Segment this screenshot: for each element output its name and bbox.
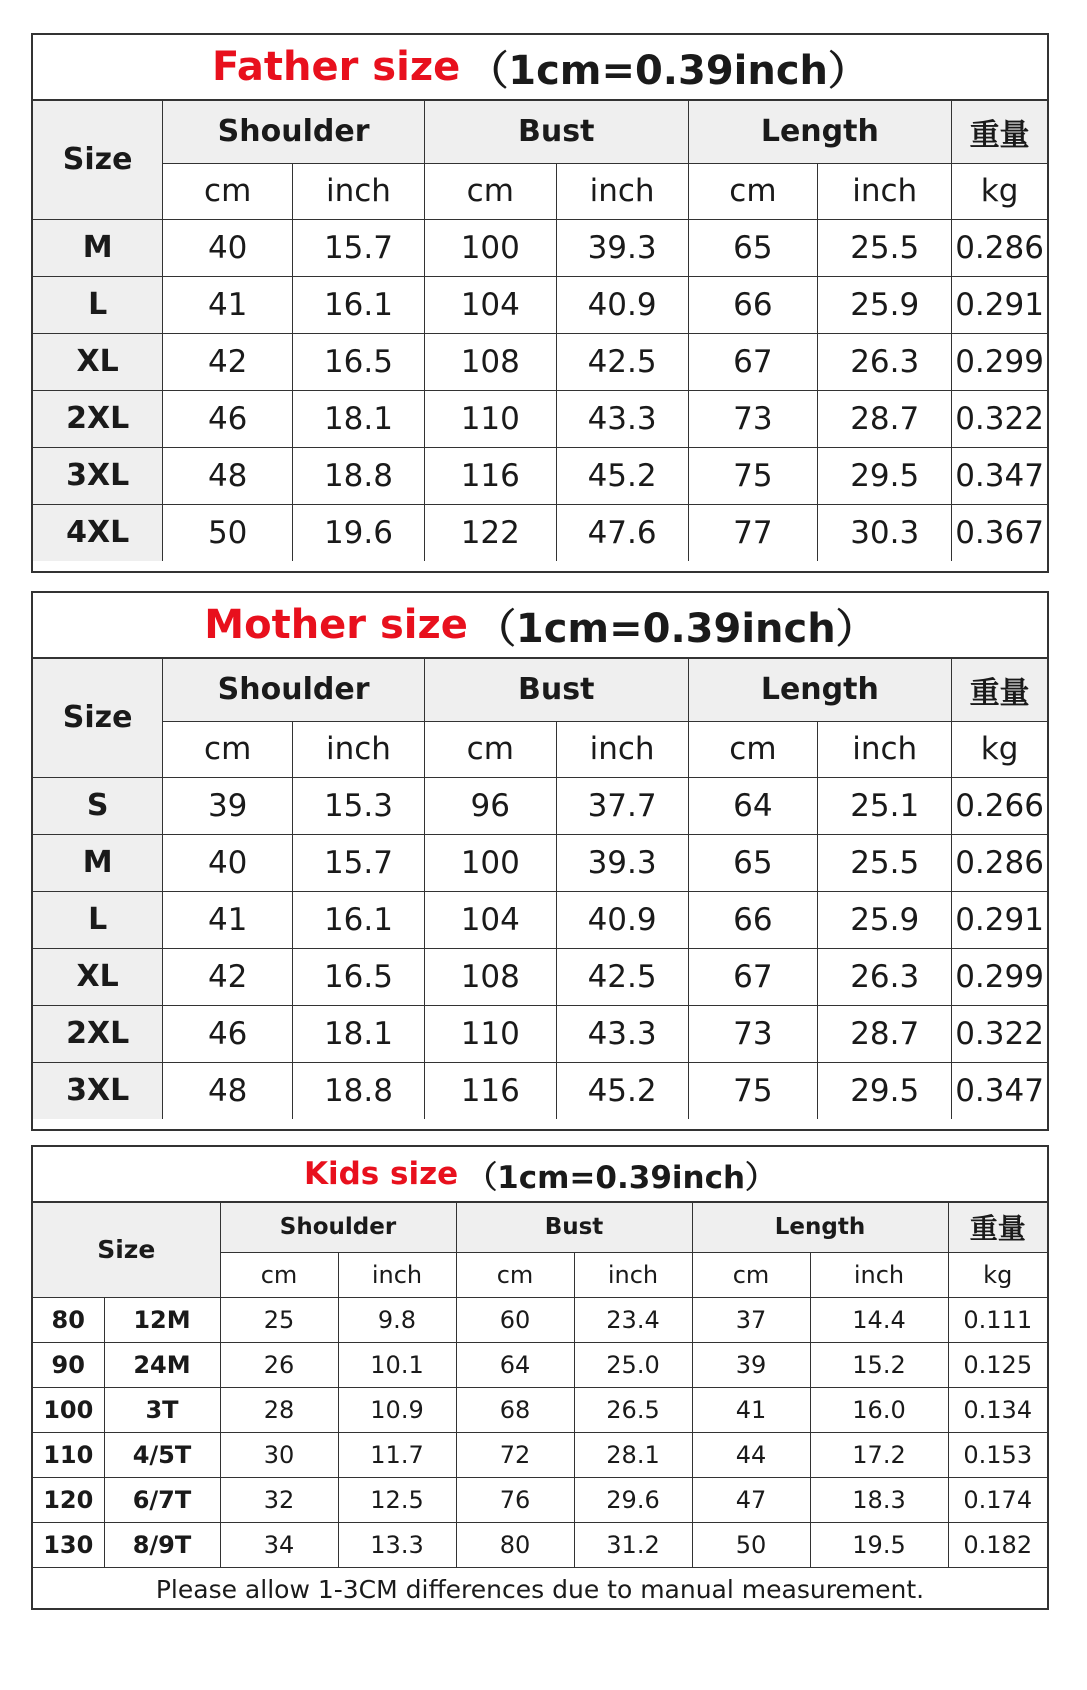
value-cell: 29.6	[574, 1477, 692, 1522]
unit-cell: inch	[818, 721, 952, 777]
value-cell: 28.1	[574, 1432, 692, 1477]
mother-size-table	[33, 659, 1047, 1119]
age-cell: 8/9T	[104, 1522, 220, 1567]
value-cell: 50	[692, 1522, 810, 1567]
value-cell: 66	[688, 276, 818, 333]
value-cell: 32	[220, 1477, 338, 1522]
value-cell: 10.1	[338, 1342, 456, 1387]
value-cell: 31.2	[574, 1522, 692, 1567]
value-cell: 104	[424, 276, 556, 333]
value-cell: 116	[424, 447, 556, 504]
height-cell: 120	[33, 1477, 104, 1522]
value-cell: 39	[163, 777, 293, 834]
bust-header: Bust	[424, 659, 688, 721]
value-cell: 68	[456, 1387, 574, 1432]
size-header: Size	[33, 659, 163, 777]
weight-header: 重量	[952, 659, 1047, 721]
value-cell: 108	[424, 948, 556, 1005]
unit-cell: inch	[574, 1252, 692, 1297]
value-cell: 15.2	[810, 1342, 948, 1387]
size-cell: XL	[33, 333, 163, 390]
value-cell: 15.7	[293, 834, 425, 891]
value-cell: 25.9	[818, 276, 952, 333]
value-cell: 41	[163, 276, 293, 333]
value-cell: 37	[692, 1297, 810, 1342]
value-cell: 65	[688, 834, 818, 891]
value-cell: 67	[688, 948, 818, 1005]
unit-cell: cm	[424, 721, 556, 777]
size-cell: 3XL	[33, 1062, 163, 1119]
father-size-chart	[31, 33, 1049, 573]
shoulder-header: Shoulder	[163, 659, 425, 721]
value-cell: 42.5	[556, 948, 688, 1005]
value-cell: 72	[456, 1432, 574, 1477]
value-cell: 0.153	[948, 1432, 1047, 1477]
value-cell: 12.5	[338, 1477, 456, 1522]
size-header: Size	[33, 101, 163, 219]
table-row	[33, 1062, 1047, 1119]
weight-header: 重量	[952, 101, 1047, 163]
value-cell: 40	[163, 834, 293, 891]
table-row	[33, 504, 1047, 561]
value-cell: 50	[163, 504, 293, 561]
value-cell: 65	[688, 219, 818, 276]
value-cell: 0.291	[952, 276, 1047, 333]
table-row	[33, 834, 1047, 891]
unit-cell: kg	[948, 1252, 1047, 1297]
unit-cell: cm	[688, 163, 818, 219]
unit-cell: cm	[688, 721, 818, 777]
table-row	[33, 1477, 1047, 1522]
value-cell: 16.1	[293, 276, 425, 333]
table-row	[33, 891, 1047, 948]
value-cell: 0.266	[952, 777, 1047, 834]
bust-header: Bust	[424, 101, 688, 163]
height-cell: 100	[33, 1387, 104, 1432]
value-cell: 30.3	[818, 504, 952, 561]
value-cell: 64	[688, 777, 818, 834]
value-cell: 67	[688, 333, 818, 390]
mother-title-conversion: （1cm=0.39inch）	[475, 605, 876, 652]
value-cell: 16.1	[293, 891, 425, 948]
value-cell: 42.5	[556, 333, 688, 390]
value-cell: 26.3	[818, 333, 952, 390]
size-cell: M	[33, 219, 163, 276]
value-cell: 104	[424, 891, 556, 948]
value-cell: 19.5	[810, 1522, 948, 1567]
value-cell: 26.5	[574, 1387, 692, 1432]
size-cell: 2XL	[33, 1005, 163, 1062]
unit-cell: inch	[293, 721, 425, 777]
value-cell: 39	[692, 1342, 810, 1387]
height-cell: 130	[33, 1522, 104, 1567]
value-cell: 96	[424, 777, 556, 834]
size-cell: 4XL	[33, 504, 163, 561]
length-header: Length	[688, 659, 952, 721]
value-cell: 18.3	[810, 1477, 948, 1522]
value-cell: 25.1	[818, 777, 952, 834]
table-row	[33, 777, 1047, 834]
unit-cell: cm	[163, 721, 293, 777]
value-cell: 0.322	[952, 390, 1047, 447]
bust-header: Bust	[456, 1203, 692, 1252]
value-cell: 34	[220, 1522, 338, 1567]
value-cell: 43.3	[556, 390, 688, 447]
value-cell: 41	[163, 891, 293, 948]
value-cell: 60	[456, 1297, 574, 1342]
value-cell: 25.0	[574, 1342, 692, 1387]
value-cell: 15.3	[293, 777, 425, 834]
table-row	[33, 1432, 1047, 1477]
value-cell: 0.322	[952, 1005, 1047, 1062]
value-cell: 25.5	[818, 834, 952, 891]
height-cell: 90	[33, 1342, 104, 1387]
value-cell: 39.3	[556, 219, 688, 276]
unit-cell: inch	[338, 1252, 456, 1297]
size-cell: M	[33, 834, 163, 891]
value-cell: 0.291	[952, 891, 1047, 948]
value-cell: 9.8	[338, 1297, 456, 1342]
table-row	[33, 447, 1047, 504]
kids-title-label: Kids size	[303, 1156, 459, 1192]
value-cell: 0.174	[948, 1477, 1047, 1522]
table-row	[33, 1522, 1047, 1567]
value-cell: 16.5	[293, 333, 425, 390]
value-cell: 100	[424, 219, 556, 276]
unit-row	[33, 721, 1047, 777]
size-header: Size	[33, 1203, 220, 1297]
value-cell: 15.7	[293, 219, 425, 276]
value-cell: 16.0	[810, 1387, 948, 1432]
value-cell: 122	[424, 504, 556, 561]
value-cell: 75	[688, 1062, 818, 1119]
value-cell: 0.299	[952, 333, 1047, 390]
size-cell: 2XL	[33, 390, 163, 447]
unit-cell: kg	[952, 721, 1047, 777]
value-cell: 18.1	[293, 390, 425, 447]
length-header: Length	[692, 1203, 948, 1252]
table-row	[33, 1005, 1047, 1062]
value-cell: 37.7	[556, 777, 688, 834]
value-cell: 10.9	[338, 1387, 456, 1432]
value-cell: 0.286	[952, 219, 1047, 276]
table-row	[33, 948, 1047, 1005]
value-cell: 44	[692, 1432, 810, 1477]
height-cell: 110	[33, 1432, 104, 1477]
value-cell: 41	[692, 1387, 810, 1432]
table-row	[33, 333, 1047, 390]
value-cell: 14.4	[810, 1297, 948, 1342]
value-cell: 76	[456, 1477, 574, 1522]
value-cell: 29.5	[818, 1062, 952, 1119]
unit-cell: inch	[293, 163, 425, 219]
size-cell: L	[33, 891, 163, 948]
value-cell: 26	[220, 1342, 338, 1387]
unit-cell: cm	[692, 1252, 810, 1297]
value-cell: 0.367	[952, 504, 1047, 561]
size-cell: S	[33, 777, 163, 834]
size-cell: XL	[33, 948, 163, 1005]
age-cell: 4/5T	[104, 1432, 220, 1477]
table-row	[33, 276, 1047, 333]
unit-cell: kg	[952, 163, 1047, 219]
table-row	[33, 1297, 1047, 1342]
table-row	[33, 1387, 1047, 1432]
value-cell: 64	[456, 1342, 574, 1387]
mother-size-chart	[31, 591, 1049, 1131]
value-cell: 25.5	[818, 219, 952, 276]
father-title-conversion: （1cm=0.39inch）	[468, 47, 869, 94]
measurement-note: Please allow 1-3CM differences due to manual measurement.	[33, 1567, 1047, 1611]
father-title-label: Father size	[211, 44, 461, 90]
kids-size-chart	[31, 1145, 1049, 1610]
value-cell: 29.5	[818, 447, 952, 504]
value-cell: 47	[692, 1477, 810, 1522]
value-cell: 0.299	[952, 948, 1047, 1005]
value-cell: 0.286	[952, 834, 1047, 891]
unit-cell: cm	[424, 163, 556, 219]
value-cell: 19.6	[293, 504, 425, 561]
value-cell: 75	[688, 447, 818, 504]
unit-cell: inch	[818, 163, 952, 219]
value-cell: 18.1	[293, 1005, 425, 1062]
kids-title-conversion: （1cm=0.39inch）	[466, 1159, 777, 1196]
age-cell: 6/7T	[104, 1477, 220, 1522]
shoulder-header: Shoulder	[220, 1203, 456, 1252]
unit-cell: cm	[163, 163, 293, 219]
unit-row	[33, 163, 1047, 219]
value-cell: 0.347	[952, 1062, 1047, 1119]
kids-chart-title	[33, 1147, 1047, 1203]
father-chart-title	[33, 35, 1047, 101]
value-cell: 43.3	[556, 1005, 688, 1062]
value-cell: 0.347	[952, 447, 1047, 504]
value-cell: 73	[688, 1005, 818, 1062]
value-cell: 0.134	[948, 1387, 1047, 1432]
unit-cell: inch	[556, 721, 688, 777]
value-cell: 26.3	[818, 948, 952, 1005]
value-cell: 18.8	[293, 447, 425, 504]
table-row	[33, 1342, 1047, 1387]
value-cell: 45.2	[556, 447, 688, 504]
value-cell: 42	[163, 948, 293, 1005]
value-cell: 28.7	[818, 1005, 952, 1062]
value-cell: 48	[163, 1062, 293, 1119]
value-cell: 13.3	[338, 1522, 456, 1567]
weight-header: 重量	[948, 1203, 1047, 1252]
value-cell: 11.7	[338, 1432, 456, 1477]
value-cell: 16.5	[293, 948, 425, 1005]
father-size-table	[33, 101, 1047, 561]
value-cell: 77	[688, 504, 818, 561]
value-cell: 108	[424, 333, 556, 390]
value-cell: 80	[456, 1522, 574, 1567]
value-cell: 39.3	[556, 834, 688, 891]
mother-chart-title	[33, 593, 1047, 659]
unit-cell: inch	[556, 163, 688, 219]
value-cell: 116	[424, 1062, 556, 1119]
value-cell: 110	[424, 390, 556, 447]
value-cell: 18.8	[293, 1062, 425, 1119]
unit-cell: cm	[456, 1252, 574, 1297]
table-row	[33, 219, 1047, 276]
value-cell: 23.4	[574, 1297, 692, 1342]
value-cell: 40.9	[556, 891, 688, 948]
size-cell: L	[33, 276, 163, 333]
value-cell: 48	[163, 447, 293, 504]
value-cell: 0.125	[948, 1342, 1047, 1387]
age-cell: 24M	[104, 1342, 220, 1387]
value-cell: 46	[163, 390, 293, 447]
shoulder-header: Shoulder	[163, 101, 425, 163]
mother-title-label: Mother size	[204, 602, 468, 648]
value-cell: 25.9	[818, 891, 952, 948]
value-cell: 28.7	[818, 390, 952, 447]
value-cell: 73	[688, 390, 818, 447]
value-cell: 28	[220, 1387, 338, 1432]
value-cell: 17.2	[810, 1432, 948, 1477]
value-cell: 46	[163, 1005, 293, 1062]
value-cell: 0.111	[948, 1297, 1047, 1342]
value-cell: 0.182	[948, 1522, 1047, 1567]
value-cell: 40	[163, 219, 293, 276]
length-header: Length	[688, 101, 952, 163]
age-cell: 12M	[104, 1297, 220, 1342]
value-cell: 45.2	[556, 1062, 688, 1119]
age-cell: 3T	[104, 1387, 220, 1432]
value-cell: 25	[220, 1297, 338, 1342]
value-cell: 100	[424, 834, 556, 891]
value-cell: 47.6	[556, 504, 688, 561]
unit-cell: inch	[810, 1252, 948, 1297]
value-cell: 110	[424, 1005, 556, 1062]
value-cell: 66	[688, 891, 818, 948]
value-cell: 40.9	[556, 276, 688, 333]
height-cell: 80	[33, 1297, 104, 1342]
size-cell: 3XL	[33, 447, 163, 504]
value-cell: 30	[220, 1432, 338, 1477]
table-row	[33, 390, 1047, 447]
kids-size-table	[33, 1203, 1047, 1567]
value-cell: 42	[163, 333, 293, 390]
unit-cell: cm	[220, 1252, 338, 1297]
